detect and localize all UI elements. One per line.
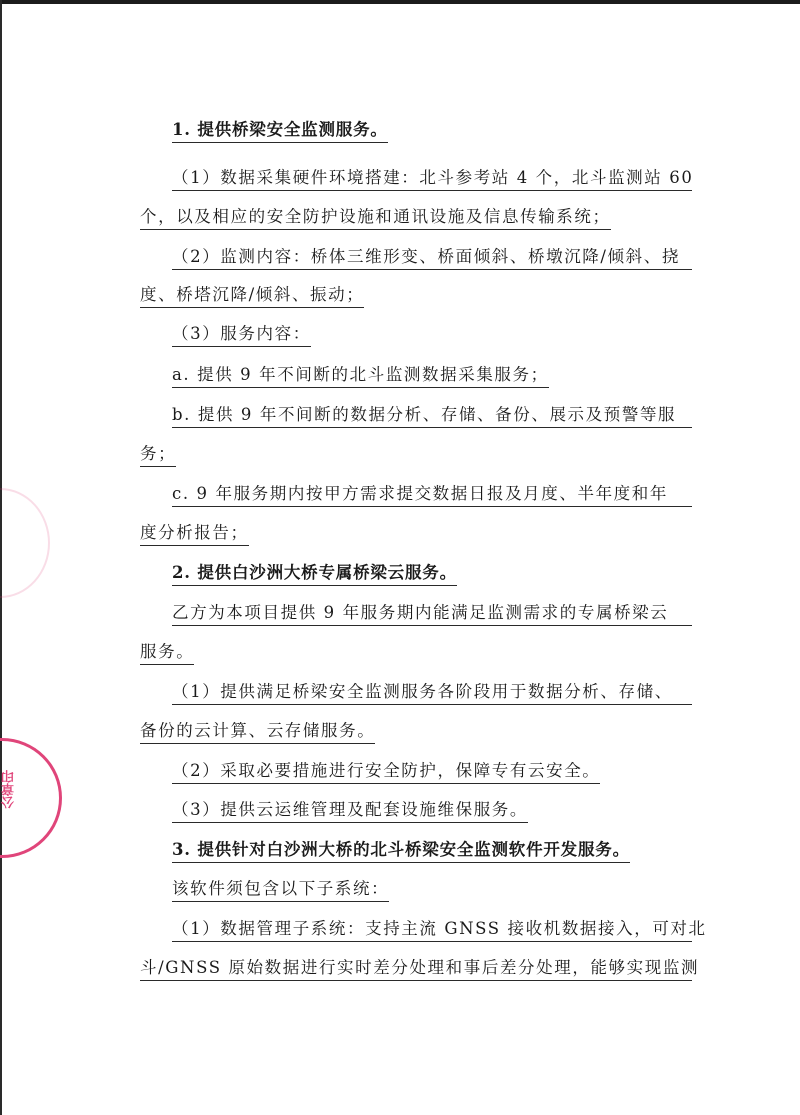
- section-3-heading: 3. 提供针对白沙洲大桥的北斗桥梁安全监测软件开发服务。: [172, 839, 630, 863]
- section-1-line: 度、桥塔沉降/倾斜、振动；: [140, 284, 364, 308]
- section-2-line: （1）提供满足桥梁安全监测服务各阶段用于数据分析、存储、: [172, 681, 692, 705]
- section-1-line: c. 9 年服务期内按甲方需求提交数据日报及月度、半年度和年: [172, 483, 692, 507]
- section-1-line: 务；: [140, 443, 176, 467]
- section-1-line: 度分析报告；: [140, 522, 249, 546]
- section-1-line: a. 提供 9 年不间断的北斗监测数据采集服务；: [172, 364, 549, 388]
- section-1-line: （1）数据采集硬件环境搭建：北斗参考站 4 个，北斗监测站 60: [172, 167, 692, 191]
- section-2-line: 服务。: [140, 641, 194, 665]
- section-1-line: （3）服务内容：: [172, 323, 311, 347]
- section-2-line: （2）采取必要措施进行安全防护，保障专有云安全。: [172, 760, 600, 784]
- scan-top-border: [0, 0, 800, 4]
- faint-seal-stamp: [0, 488, 50, 598]
- section-1-heading: 1. 提供桥梁安全监测服务。: [172, 119, 388, 143]
- section-2-line: 乙方为本项目提供 9 年服务期内能满足监测需求的专属桥梁云: [172, 602, 692, 626]
- section-3-line: 斗/GNSS 原始数据进行实时差分处理和事后差分处理，能够实现监测: [140, 957, 692, 981]
- section-1-line: （2）监测内容：桥体三维形变、桥面倾斜、桥墩沉降/倾斜、挠: [172, 246, 692, 270]
- section-3-line: （1）数据管理子系统：支持主流 GNSS 接收机数据接入，可对北: [172, 918, 692, 942]
- section-2-heading: 2. 提供白沙洲大桥专属桥梁云服务。: [172, 562, 457, 586]
- section-2-line: 备份的云计算、云存储服务。: [140, 720, 375, 744]
- section-2-line: （3）提供云运维管理及配套设施维保服务。: [172, 799, 528, 823]
- seal-stamp-text: 公章印: [2, 770, 17, 809]
- section-1-line: b. 提供 9 年不间断的数据分析、存储、备份、展示及预警等服: [172, 404, 692, 428]
- section-1-line: 个，以及相应的安全防护设施和通讯设施及信息传输系统；: [140, 206, 611, 230]
- section-3-line: 该软件须包含以下子系统：: [172, 878, 389, 902]
